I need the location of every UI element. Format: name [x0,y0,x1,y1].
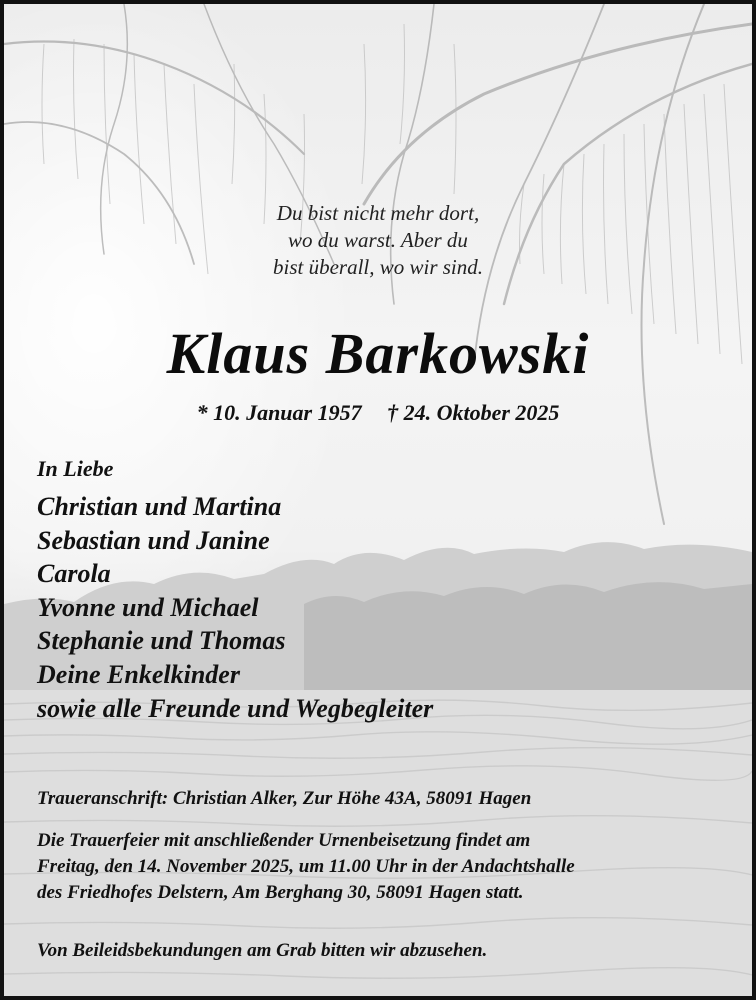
ceremony-details [37,828,737,906]
ceremony-line: Freitag, den 14. November 2025, um 11.00 Uhr in der Andachtshalle [37,856,575,877]
life-dates [4,400,752,426]
quote-line: Du bist nicht mehr dort, [276,201,480,225]
quote-line: wo du warst. Aber du [288,228,468,252]
mourning-address: Traueranschrift: Christian Alker, Zur Höhe 43A, 58091 Hagen [37,788,532,809]
deceased-name: Klaus Barkowski [166,321,590,386]
mourner-entry: Christian und Martina [37,492,282,521]
death-date: † 24. Oktober 2025 [387,400,560,425]
birth-date: * 10. Januar 1957 [196,400,362,425]
mourners-list [37,490,433,725]
mourner-entry: Yvonne und Michael [37,592,259,622]
condolence-note: Von Beileidsbekundungen am Grab bitten wir abzusehen. [37,940,488,961]
ceremony-line: des Friedhofes Delstern, Am Berghang 30, 58091 Hagen statt. [37,882,524,903]
mourner-entry: sowie alle Freunde und Wegbegleiter [37,693,434,723]
in-love-label: In Liebe [37,456,114,481]
memorial-quote [4,200,752,281]
mourner-entry: Stephanie und Thomas [37,626,286,656]
mourner-entry: Sebastian und Janine [37,525,270,555]
ceremony-line: Die Trauerfeier mit anschließender Urnenbeisetzung findet am [37,830,531,851]
mourner-entry: Deine Enkelkinder [37,659,240,689]
quote-line: bist überall, wo wir sind. [272,255,484,279]
mourner-entry: Carola [37,559,111,589]
